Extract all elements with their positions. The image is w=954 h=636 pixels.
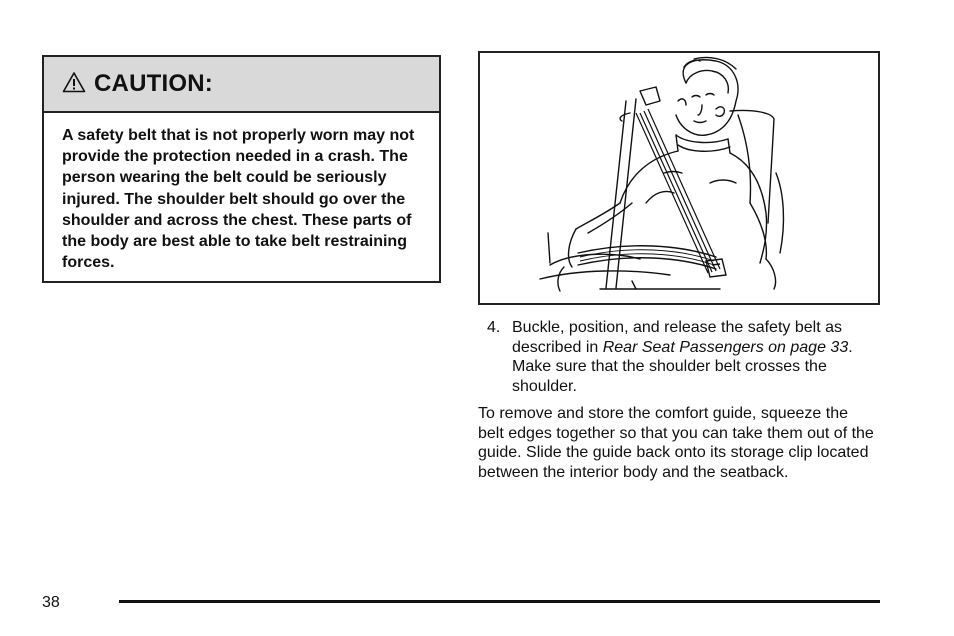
step-text-before: Buckle, position, and release the safety belt as described in bbox=[512, 319, 842, 356]
instruction-step-4 bbox=[487, 318, 877, 396]
comfort-guide-paragraph: To remove and store the comfort guide, squeeze the belt edges together so that you can take them out of the guide. Slide the guide back onto its storage clip located between the interior body and the seatback. bbox=[478, 405, 874, 481]
step-text-after: . Make sure that the shoulder belt crosses the shoulder. bbox=[512, 338, 853, 395]
caution-box bbox=[42, 55, 441, 283]
caution-title: CAUTION: bbox=[94, 70, 213, 97]
child-with-belt-icon bbox=[480, 53, 878, 303]
caution-text: A safety belt that is not properly worn may not provide the protection needed in a crash. The person wearing the belt could be seriously injured. The shoulder belt should go over the shoulder and across the chest. These parts of the body are best able to take belt restraining forces. bbox=[62, 127, 415, 272]
footer-rule bbox=[119, 600, 880, 603]
step-number: 4. bbox=[487, 319, 501, 336]
caution-header bbox=[44, 57, 439, 113]
safety-belt-illustration bbox=[478, 51, 880, 305]
warning-triangle-icon bbox=[62, 71, 86, 93]
step-text bbox=[512, 318, 877, 396]
step-reference-link[interactable]: Rear Seat Passengers on page 33 bbox=[602, 338, 849, 356]
page-number: 38 bbox=[42, 594, 60, 611]
